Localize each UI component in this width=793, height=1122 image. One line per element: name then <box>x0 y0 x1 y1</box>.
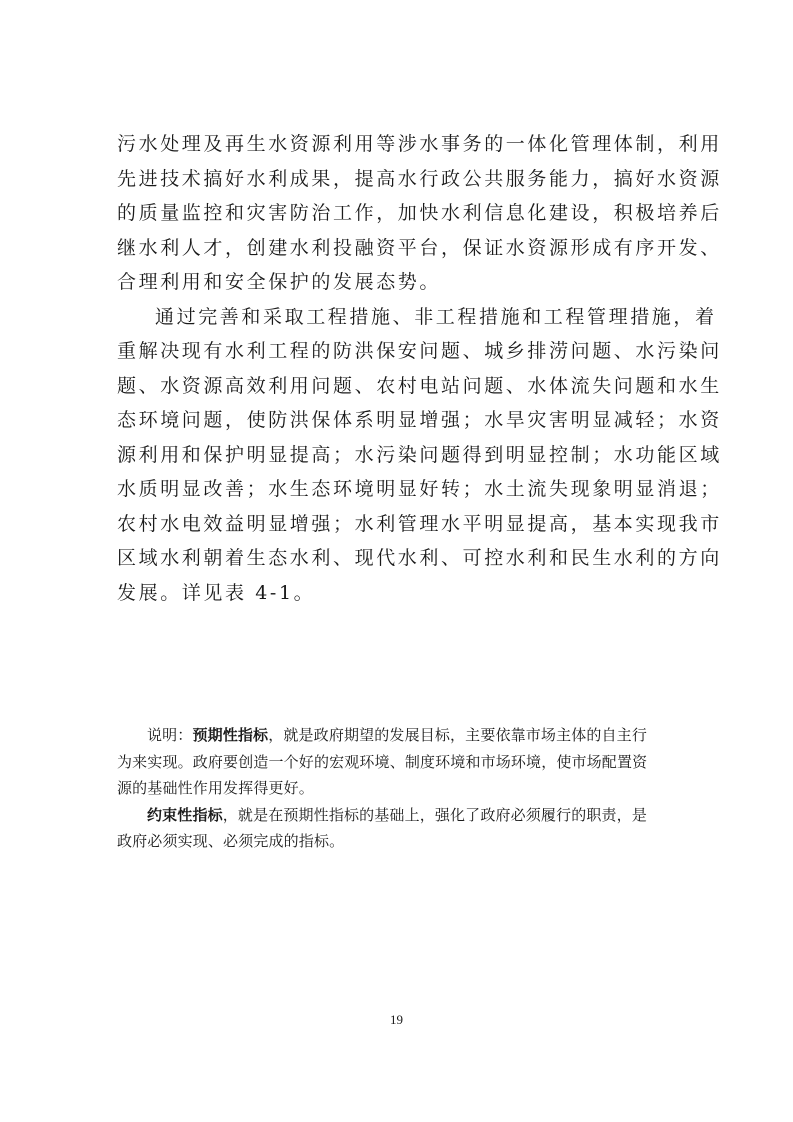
text-line: 发展。详见表 4-1。 <box>117 581 316 604</box>
note-section <box>117 722 683 855</box>
text-line: 通过完善和采取工程措施、非工程措施和工程管理措施，着 <box>155 305 717 328</box>
note-line: 源的基础性作用发挥得更好。 <box>117 779 314 797</box>
text-line: 的质量监控和灾害防治工作，加快水利信息化建设，积极培养后 <box>117 202 722 224</box>
text-line: 区域水利朝着生态水利、现代水利、可控水利和民生水利的方向 <box>117 547 722 569</box>
note-prefix: 说明： <box>147 726 193 744</box>
term-expected-indicator: 预期性指标 <box>192 726 269 744</box>
text-line: 水质明显改善；水生态环境明显好转；水土流失现象明显消退； <box>117 478 722 500</box>
text-line: 污水处理及再生水资源利用等涉水事务的一体化管理体制，利用 <box>117 133 722 155</box>
note-line: 政府必须实现、必须完成的指标。 <box>117 832 345 850</box>
note-line <box>117 722 683 749</box>
text-line: 重解决现有水利工程的防洪保安问题、城乡排涝问题、水污染问 <box>117 340 722 362</box>
note-text: ，就是在预期性指标的基础上，强化了政府必须履行的职责，是 <box>222 805 647 824</box>
text-line: 源利用和保护明显提高；水污染问题得到明显控制；水功能区域 <box>117 443 722 466</box>
text-line: 继水利人才，创建水利投融资平台，保证水资源形成有序开发、 <box>117 236 722 259</box>
text-line: 态环境问题，使防洪保体系明显增强；水旱灾害明显减轻；水资 <box>117 409 722 431</box>
note-line: 为来实现。政府要创造一个好的宏观环境、制度环境和市场环境，使市场配置资 <box>117 752 648 771</box>
text-line: 合理利用和安全保护的发展态势。 <box>117 271 442 293</box>
note-line <box>117 802 683 829</box>
note-text: ，就是政府期望的发展目标，主要依靠市场主体的自主行 <box>268 726 647 744</box>
body-text <box>117 127 722 610</box>
text-line: 先进技术搞好水利成果，提高水行政公共服务能力，搞好水资源 <box>117 167 722 190</box>
text-line: 题、水资源高效利用问题、农村电站问题、水体流失问题和水生 <box>117 374 722 397</box>
page-number: 19 <box>390 1012 403 1027</box>
text-line: 农村水电效益明显增强；水利管理水平明显提高，基本实现我市 <box>117 512 722 535</box>
term-binding-indicator: 约束性指标 <box>147 805 223 824</box>
